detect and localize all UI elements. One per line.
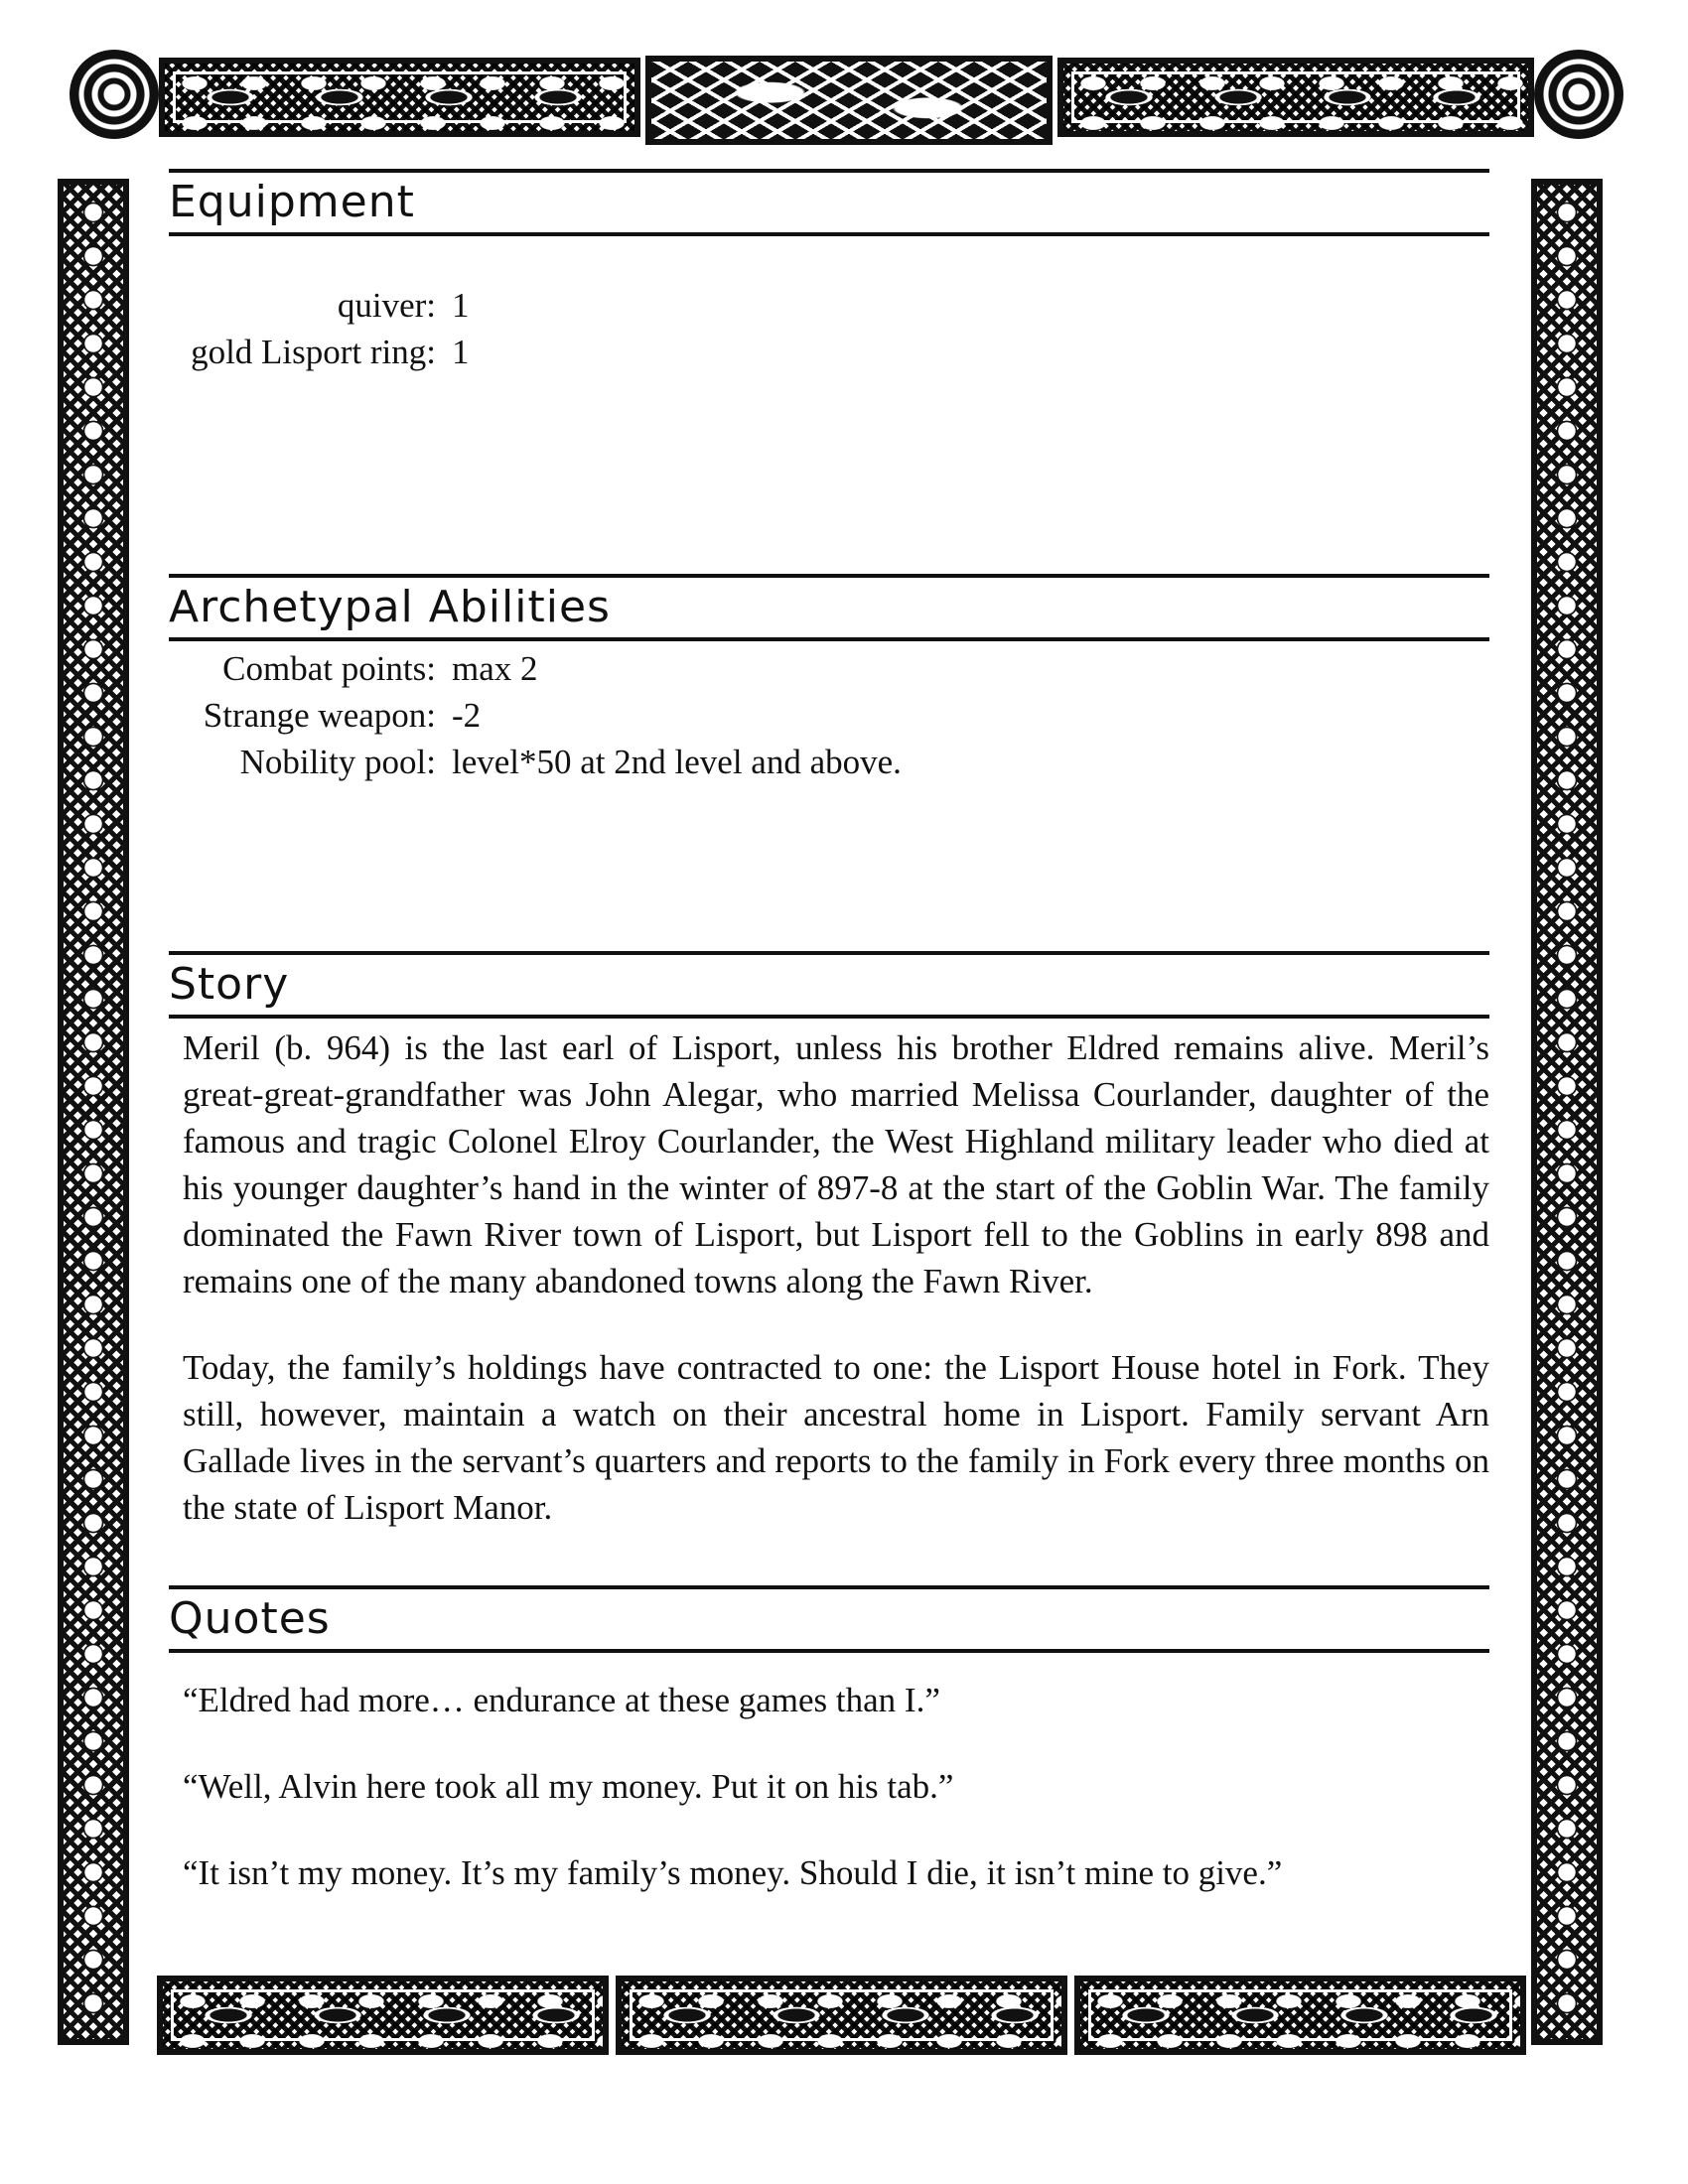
- story-paragraph: Today, the family’s holdings have contracted to one: the Lisport House hotel in Fork. They still, however, maintain a watch on their ancestral home in Lisport. Family servant Arn Gallade lives in the servant’s quarters and reports to the family in Fork every three months on the state of Lisport Manor.: [183, 1348, 1489, 1527]
- story-section: [169, 951, 1489, 1531]
- section-rule: [169, 951, 1489, 955]
- ability-row: [169, 645, 1489, 692]
- left-border-panel: [58, 179, 129, 2045]
- ability-label: Nobility pool:: [239, 743, 436, 781]
- quotes-heading: Quotes: [169, 1593, 331, 1644]
- quote-line: “Eldred had more… endurance at these games than I.”: [183, 1681, 940, 1719]
- story-heading: Story: [169, 959, 290, 1010]
- top-border-beast-panel: [645, 56, 1053, 145]
- top-border-right-panel: [1057, 58, 1534, 137]
- right-border-panel: [1531, 179, 1603, 2045]
- ability-value: level*50 at 2nd level and above.: [452, 743, 902, 781]
- top-border-left-panel: [159, 58, 640, 137]
- section-rule: [169, 1585, 1489, 1589]
- bottom-border-left-panel: [157, 1976, 609, 2055]
- bottom-border-middle-panel: [616, 1976, 1067, 2055]
- quote-line: “It isn’t my money. It’s my family’s money. Should I die, it isn’t mine to give.”: [183, 1853, 1283, 1892]
- equipment-value: 1: [452, 333, 470, 371]
- section-rule: [169, 637, 1489, 641]
- equipment-section: [169, 169, 1489, 375]
- section-rule: [169, 232, 1489, 236]
- ability-row: [169, 739, 1489, 785]
- ability-label: Strange weapon:: [203, 696, 436, 735]
- bottom-border-right-panel: [1074, 1976, 1526, 2055]
- quotes-section: [169, 1585, 1489, 1896]
- section-rule: [169, 169, 1489, 173]
- corner-knot-top-left: [70, 50, 159, 139]
- ability-label: Combat points:: [222, 649, 436, 688]
- ability-value: max 2: [452, 649, 538, 688]
- section-rule: [169, 574, 1489, 578]
- ability-row: [169, 692, 1489, 739]
- equipment-heading: Equipment: [169, 177, 415, 227]
- equipment-row: [169, 329, 1489, 375]
- abilities-heading: Archetypal Abilities: [169, 582, 611, 632]
- story-paragraph: Meril (b. 964) is the last earl of Lisport, unless his brother Eldred remains alive. Meril’s great-great-grandfather was John Alegar, who married Melissa Courlander, daughter of the famous and tragic Colonel Elroy Courlander, the West Highland military leader who died at his younger daughter’s hand in the winter of 897-8 at the start of the Goblin War. The family dominated the Fawn River town of Lisport, but Lisport fell to the Goblins in early 898 and remains one of the many abandoned towns along the Fawn River.: [183, 1028, 1489, 1300]
- ability-value: -2: [452, 696, 482, 735]
- equipment-label: gold Lisport ring:: [191, 333, 436, 371]
- equipment-value: 1: [452, 286, 470, 325]
- corner-knot-top-right: [1534, 50, 1623, 139]
- abilities-section: [169, 574, 1489, 785]
- section-rule: [169, 1015, 1489, 1019]
- equipment-label: quiver:: [337, 286, 436, 325]
- equipment-row: [169, 282, 1489, 329]
- section-rule: [169, 1649, 1489, 1653]
- quote-line: “Well, Alvin here took all my money. Put it on his tab.”: [183, 1767, 954, 1806]
